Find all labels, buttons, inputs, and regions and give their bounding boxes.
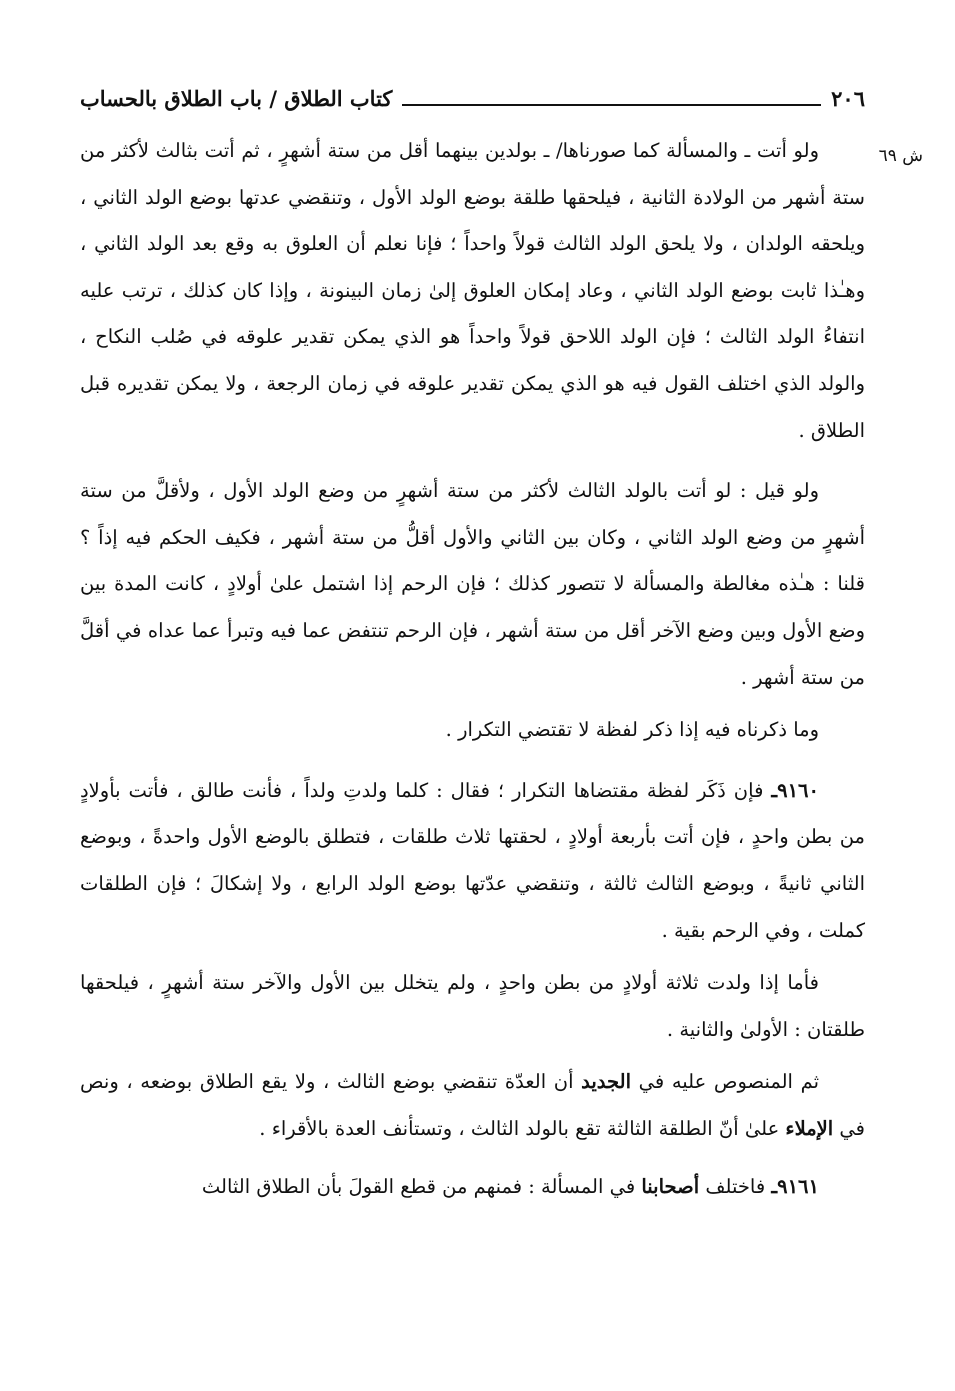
paragraph: وما ذكرناه فيه إذا ذكر لفظة لا تقتضي التكرار . [445,718,819,742]
paragraph: ولو أتت ـ والمسألة كما صورناها/ ـ بولدين بينهما أقل من ستة أشهرٍ ، ثم أتت بثالث لأكثر من ستة أشهر من الولادة الثانية ، فيلحقها طلقة بوضع الولد الأول ، وتنقضي عدتها بوضع الولد الثاني ، ويلحقه الولدان ، ولا يلحق الولد الثالث قولاً واحداً ؛ فإنا نعلم أن العلوق به وقع بعد الولد الثاني ، وهـٰذا ثابت بوضع الولد الثاني ، وعاد إمكان العلوق إلىٰ زمان البينونة ، وإذا كان كذلك ، ترتب عليه انتفاءُ الولد الثالث ؛ فإن الولد اللاحق قولاً واحداً هو الذي يمكن تقدير علوقه في صُلب النكاح ، والولد الذي اختلف القول فيه هو الذي يمكن تقدير علوقه في زمان الرجعة ، ولا يمكن تقديره قبل الطلاق . [80,139,865,442]
book-reference: الجديد [581,1070,631,1094]
paragraph-text: ثم المنصوص عليه في [631,1070,820,1094]
paragraph-text: علىٰ أنّ الطلقة الثالثة تقع بالولد الثالث ، وتستأنف العدة بالأقراء . [259,1116,786,1140]
paragraph-text: فإن ذَكَر لفظة مقتضاها التكرار ؛ فقال : كلما ولدتِ ولداً ، فأنت طالق ، فأتت بأولادٍ من بطن واحدٍ ، فإن أتت بأربعة أولادٍ ، لحقتها ثلاث طلقات ، فتطلق بالوضع الأول واحدةً ، وبوضع الثاني ثانيةً ، وبوضع الثالث ثالثة ، وتنقضي عدّتها بوضع الولد الرابع ، ولا إشكالَ ؛ فإن الطلقات كملت ، وفي الرحم بقية . [80,778,865,942]
paragraph-text: أن العدّة تنقضي بوضع الثالث ، ولا يقع الطلاق بوضعه ، ونص في [80,1070,865,1140]
paragraph-text: فاختلف [699,1175,766,1199]
paragraph: فأما إذا ولدت ثلاثة أولادٍ من بطن واحدٍ ، ولم يتخلل بين الأول والآخر ستة أشهرٍ ، فيلحقها طلقتان : الأولىٰ والثانية . [80,971,865,1041]
issue-number: ٩١٦١ـ [771,1175,819,1199]
body-text [80,128,865,1211]
scholars-reference: أصحابنا [641,1175,700,1199]
header-rule [402,90,821,106]
running-title: كتاب الطلاق / باب الطلاق بالحساب [80,85,393,111]
running-header [80,78,865,118]
issue-paragraph [80,1164,865,1211]
issue-paragraph [80,768,865,954]
issue-number: ٩١٦٠ـ [771,778,819,802]
page-number: ٢٠٦ [831,85,865,111]
paragraph: ولو قيل : لو أتت بالولد الثالث لأكثر من ستة أشهرٍ من وضع الولد الأول ، ولأقلَّ من ستة أشهرٍ من وضع الولد الثاني ، وكان بين الثاني والأول أقلُّ من ستة أشهر ، فكيف الحكم فيه إذاً ؟ قلنا : هـٰذه مغالطة والمسألة لا تتصور كذلك ؛ فإن الرحم إذا اشتمل علىٰ أولادٍ ، كانت المدة بين وضع الأول وبين وضع الآخر أقل من ستة أشهر ، فإن الرحم تنتفض عما فيه وتبرأ عما عداه في أقلَّ من ستة أشهر . [80,479,865,689]
book-reference: الإملاء [785,1116,834,1140]
paragraph-text: في المسألة : فمنهم من قطع القولَ بأن الطلاق الثالث [201,1175,642,1199]
margin-manuscript-note: ش ٦٩ [878,146,923,166]
paragraph [80,1059,865,1152]
